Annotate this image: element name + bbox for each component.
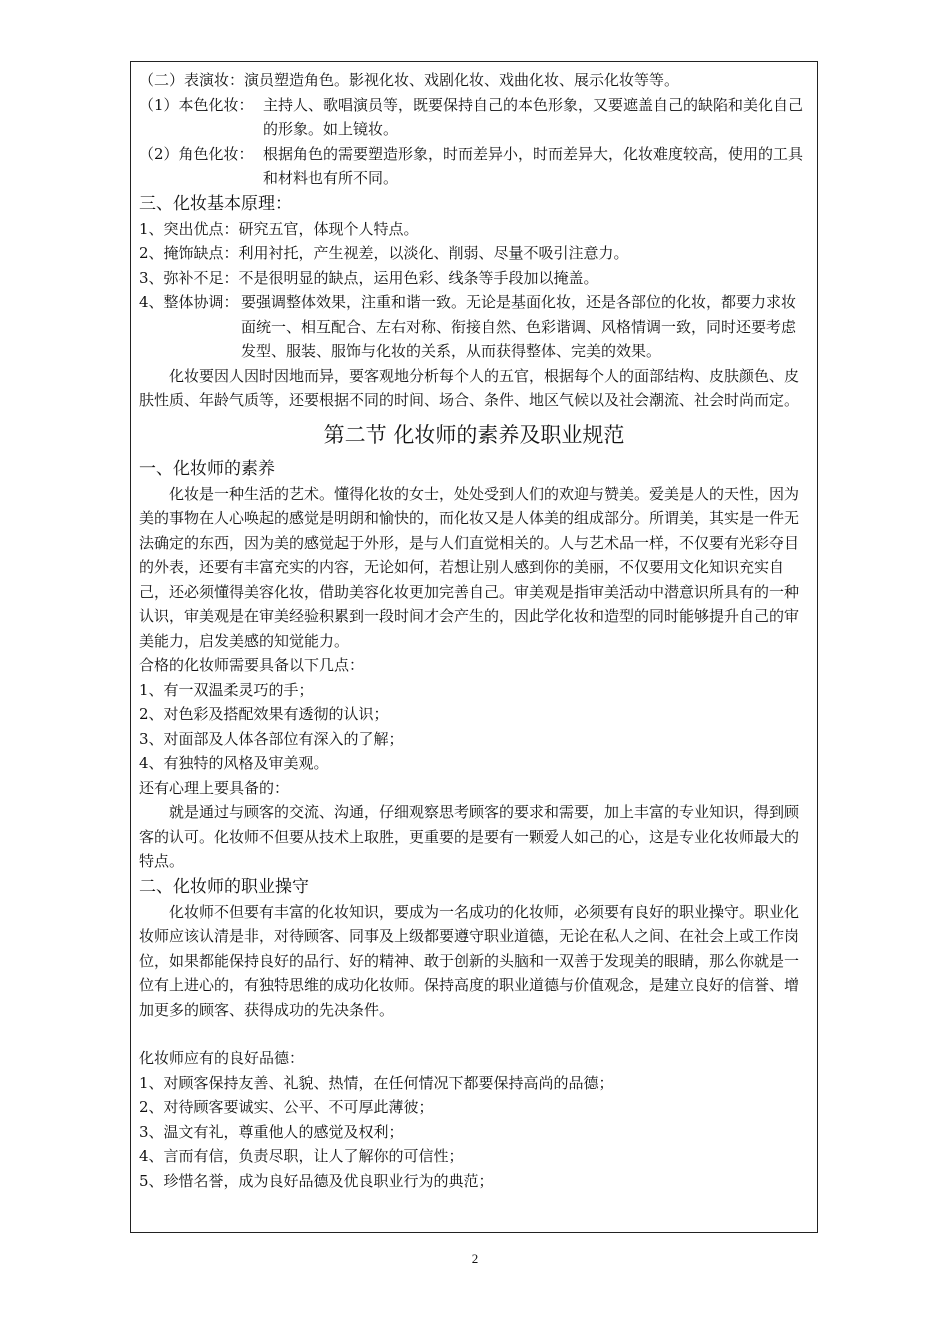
character-makeup-label: （2）角色化妆： bbox=[139, 144, 254, 163]
principle-summary-paragraph: 化妆要因人因时因地而异，要客观地分析每个人的五官，根据每个人的面部结构、皮肤颜色、皮肤性质、年龄气质等，还要根据不同的时间、场合、条件、地区气候以及社会潮流、社会时尚而定。 bbox=[139, 366, 800, 409]
psychology-intro: 还有心理上要具备的： bbox=[139, 778, 290, 797]
virtue-item: 5、珍惜名誉，成为良好品德及优良职业行为的典范； bbox=[139, 1171, 494, 1190]
principle-item-4-label: 4、整体协调： bbox=[139, 293, 239, 311]
character-makeup-text: 根据角色的需要塑造形象，时而差异小，时而差异大，化妆难度较高，使用的工具和材料也有所不同。 bbox=[263, 144, 804, 187]
principle-item-3: 3、弥补不足：不是很明显的缺点，运用色彩、线条等手段加以掩盖。 bbox=[139, 268, 599, 287]
ethics-paragraph: 化妆师不但要有丰富的化妆知识，要成为一名成功的化妆师，必须要有良好的职业操守。职业化妆师应该认清是非，对待顾客、同事及上级都要遵守职业道德，无论在私人之间、在社会上或工作岗位，如果都能保持良好的品行、好的精神、敢于创新的头脑和一双善于发现美的眼睛，那么你就是一位有上进心的，有独特思维的成功化妆师。保持高度的职业道德与价值观念，是建立良好的信誉、增加更多的顾客、获得成功的先决条件。 bbox=[139, 902, 800, 1019]
requirements-intro: 合格的化妆师需要具备以下几点： bbox=[139, 656, 365, 674]
psychology-paragraph: 就是通过与顾客的交流、沟通，仔细观察思考顾客的要求和需要，加上丰富的专业知识，得到顾客的认可。化妆师不但要从技术上取胜，更重要的是要有一颗爱人如己的心，这是专业化妆师最大的特点。 bbox=[139, 803, 800, 870]
virtues-intro: 化妆师应有的良好品德： bbox=[139, 1049, 305, 1067]
virtue-item: 3、温文有礼，尊重他人的感觉及权利； bbox=[139, 1122, 404, 1141]
qualities-paragraph: 化妆是一种生活的艺术。懂得化妆的女士，处处受到人们的欢迎与赞美。爱美是人的天性，因为美的事物在人心唤起的感觉是明朗和愉快的，而化妆又是人体美的组成部分。所谓美，其实是一件无法确定的东西，因为美的感觉起于外形，是与人们直觉相关的。人与艺术品一样，不仅要有光彩夺目的外表，还要有丰富充实的内容，无论如何，若想让别人感到你的美丽，不仅要用文化知识充实自己，还必须懂得美容化妆，借助美容化妆更加完善自己。审美观是指审美活动中潜意识所具有的一种认识，审美观是在审美经验积累到一段时间才会产生的，因此学化妆和造型的同时能够提升自己的审美能力，启发美感的知觉能力。 bbox=[139, 484, 800, 650]
blank-line bbox=[139, 1022, 809, 1046]
natural-makeup-label: （1）本色化妆： bbox=[139, 95, 254, 114]
ethics-heading: 二、化妆师的职业操守 bbox=[139, 876, 309, 897]
principle-heading: 三、化妆基本原理： bbox=[139, 193, 292, 214]
performance-makeup-line: （二）表演妆：演员塑造角色。影视化妆、戏剧化妆、戏曲化妆、展示化妆等等。 bbox=[139, 71, 680, 89]
character-makeup-item bbox=[139, 142, 809, 191]
section-title: 第二节 化妆师的素养及职业规范 bbox=[323, 422, 625, 447]
principle-item-4 bbox=[139, 290, 809, 364]
requirement-item: 4、有独特的风格及审美观。 bbox=[139, 754, 329, 772]
virtue-item: 4、言而有信，负责尽职，让人了解你的可信性； bbox=[139, 1147, 464, 1165]
principle-item-4-text: 要强调整体效果，注重和谐一致。无论是基面化妆，还是各部位的化妆，都要力求妆面统一、相互配合、左右对称、衔接自然、色彩谐调、风格情调一致，同时还要考虑发型、服装、服饰与化妆的关系，从而获得整体、完美的效果。 bbox=[241, 293, 797, 360]
requirement-item: 2、对色彩及搭配效果有透彻的认识； bbox=[139, 705, 389, 723]
requirement-item: 3、对面部及人体各部位有深入的了解； bbox=[139, 729, 404, 748]
page-frame bbox=[130, 61, 818, 1233]
page-number: 2 bbox=[471, 1251, 479, 1266]
requirement-item: 1、有一双温柔灵巧的手； bbox=[139, 680, 314, 699]
qualities-heading: 一、化妆师的素养 bbox=[139, 458, 275, 479]
natural-makeup-text: 主持人、歌唱演员等，既要保持自己的本色形象，又要遮盖自己的缺陷和美化自己的形象。如上镜妆。 bbox=[263, 95, 804, 138]
natural-makeup-item bbox=[139, 93, 809, 142]
principle-item-2: 2、掩饰缺点：利用衬托，产生视差，以淡化、削弱、尽量不吸引注意力。 bbox=[139, 244, 629, 262]
principle-item-1: 1、突出优点：研究五官，体现个人特点。 bbox=[139, 219, 419, 238]
virtue-item: 1、对顾客保持友善、礼貌、热情，在任何情况下都要保持高尚的品德； bbox=[139, 1073, 614, 1092]
virtue-item: 2、对待顾客要诚实、公平、不可厚此薄彼； bbox=[139, 1098, 434, 1116]
